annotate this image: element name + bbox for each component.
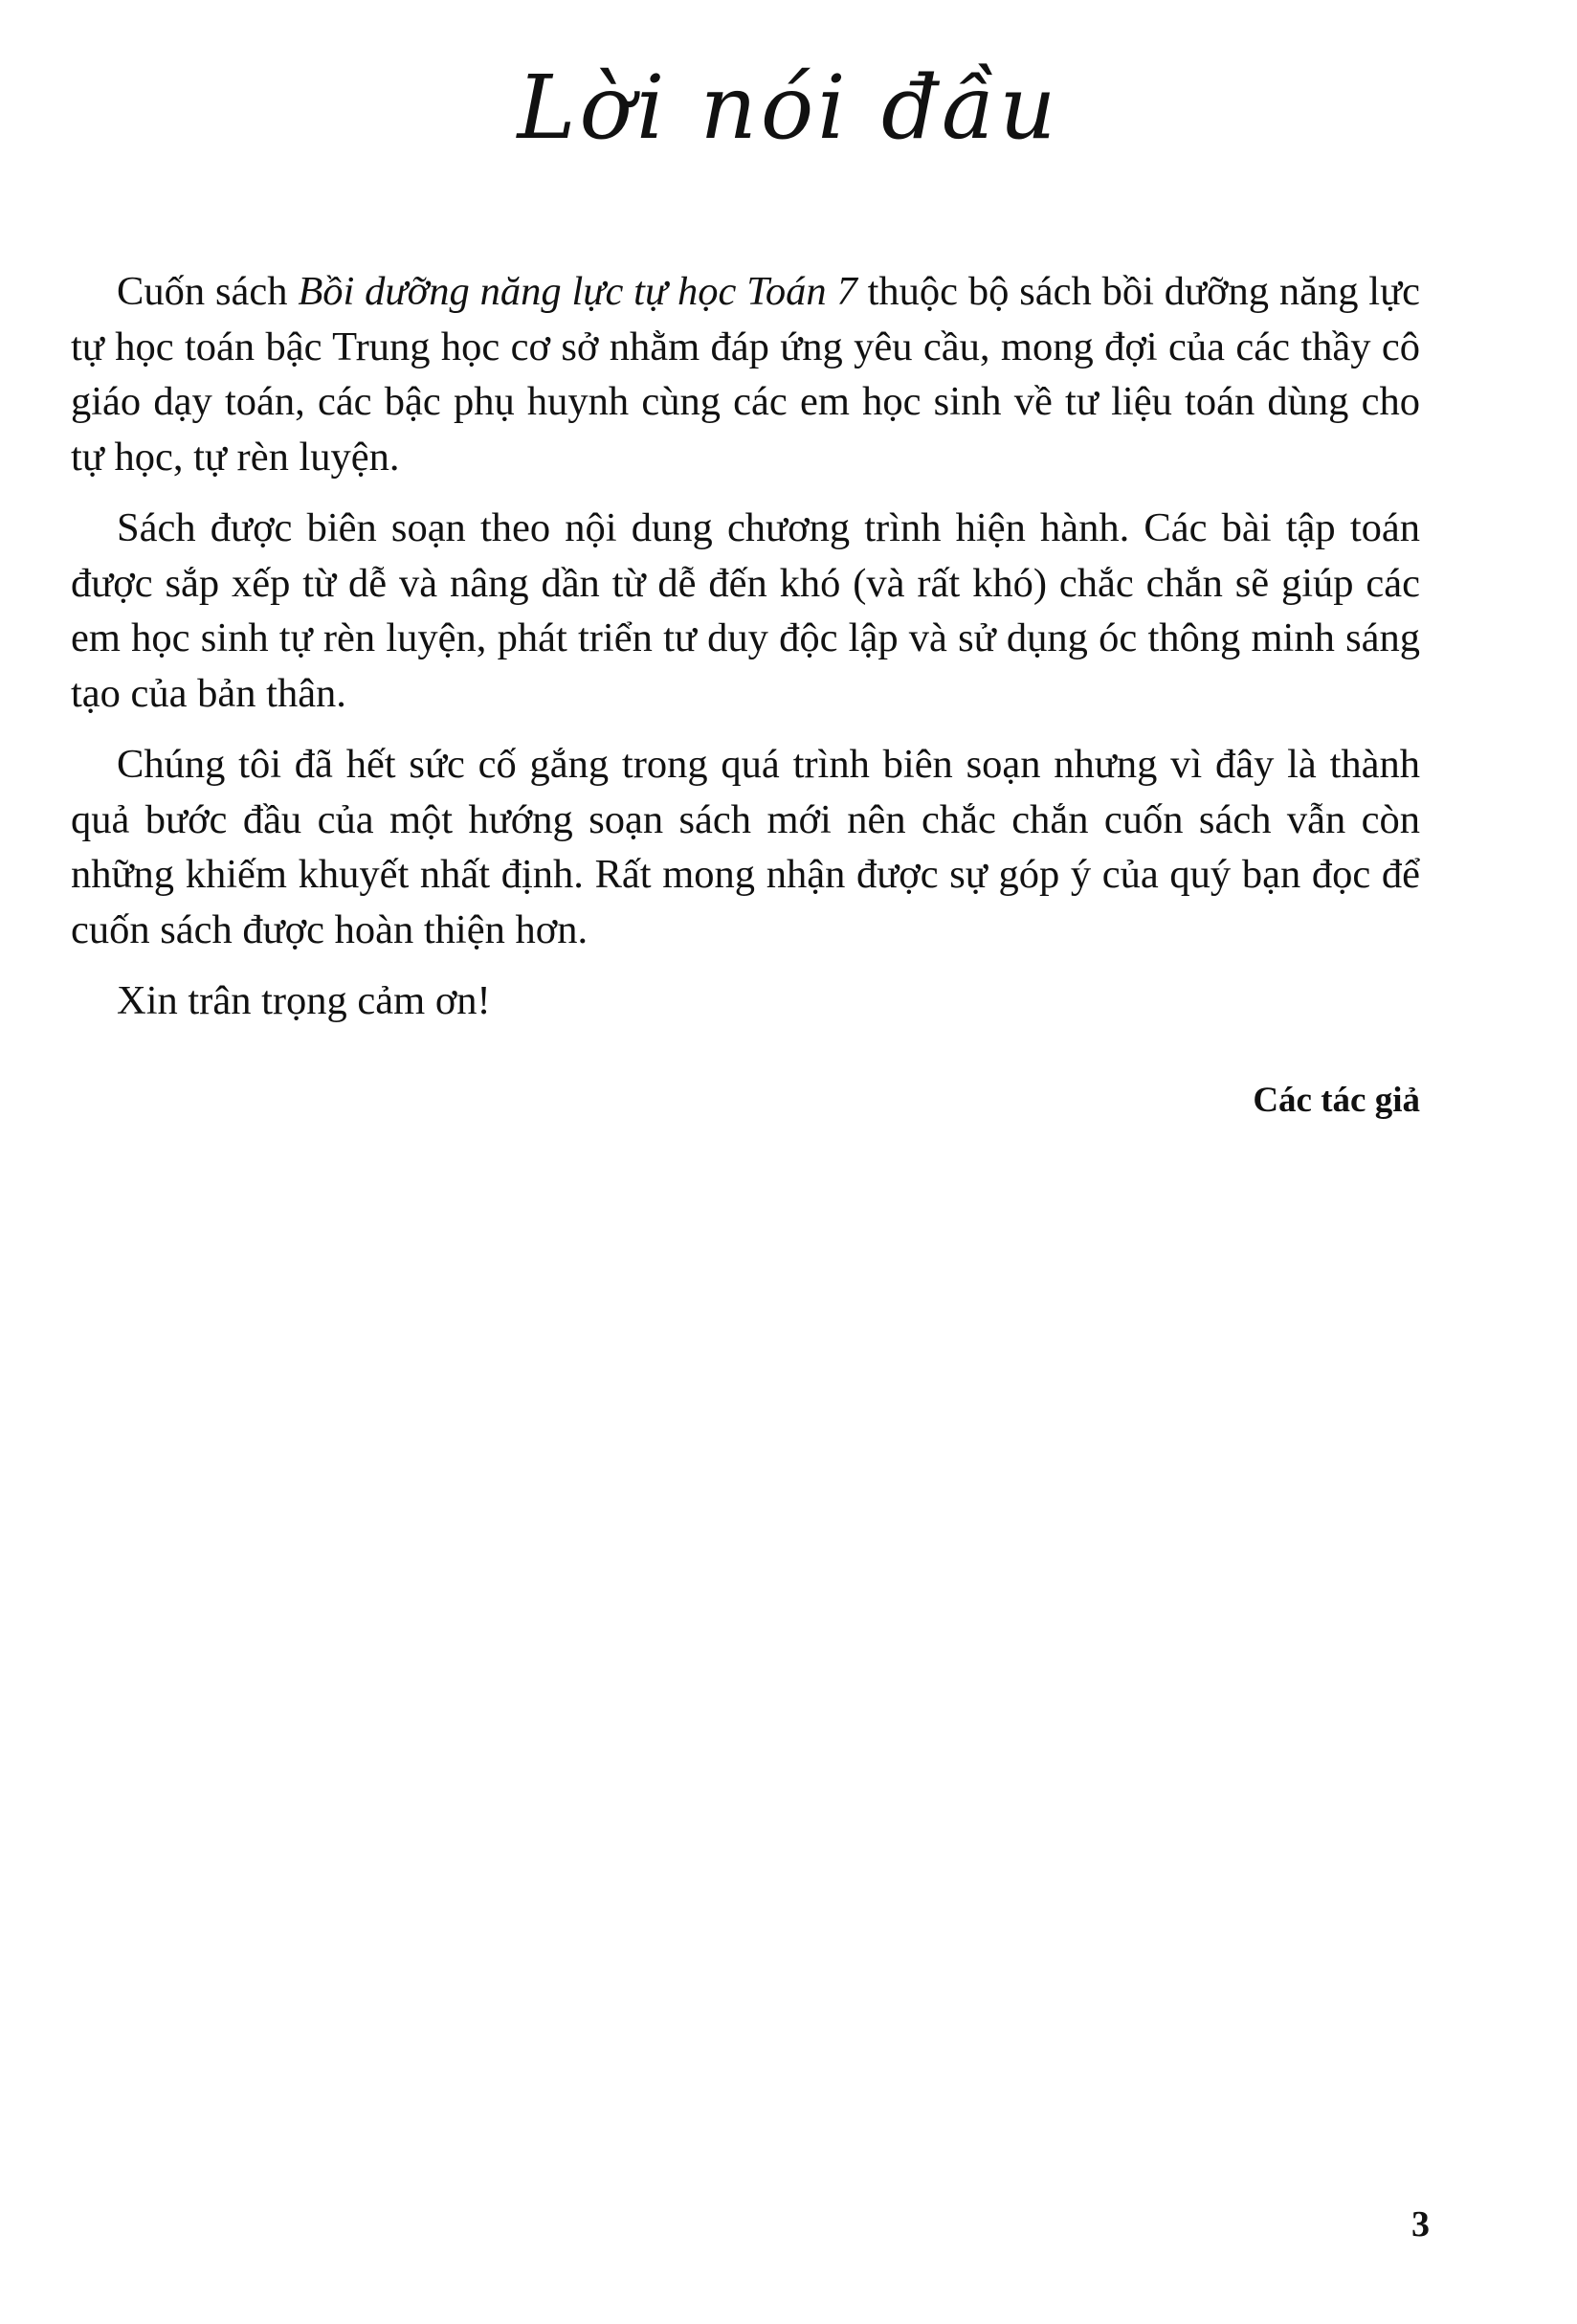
- preface-body: [71, 264, 1420, 1045]
- paragraph-1-rest: thuộc bộ sách bồi dưỡng năng lực tự học toán bậc Trung học cơ sở nhằm đáp ứng yêu cầu, mong đợi của các thầy cô giáo dạy toán, các bậc phụ huynh cùng các em học sinh về tư liệu toán dùng cho tự học, tự rèn luyện.: [71, 269, 1420, 480]
- paragraph-2: Sách được biên soạn theo nội dung chương trình hiện hành. Các bài tập toán được sắp xếp từ dễ và nâng dần từ dễ đến khó (và rất khó) chắc chắn sẽ giúp các em học sinh tự rèn luyện, phát triển tư duy độc lập và sử dụng óc thông minh sáng tạo của bản thân.: [71, 505, 1420, 716]
- paragraph-4: Xin trân trọng cảm ơn!: [117, 978, 491, 1023]
- page-title: Lời nói đầu: [517, 56, 1060, 159]
- book-title: Bồi dưỡng năng lực tự học Toán 7: [298, 269, 857, 314]
- page-number: 3: [1411, 2204, 1430, 2245]
- paragraph-1: [71, 264, 1420, 484]
- paragraph-1-intro: Cuốn sách: [117, 269, 299, 314]
- paragraph-3: Chúng tôi đã hết sức cố gắng trong quá trình biên soạn nhưng vì đây là thành quả bước đầu của một hướng soạn sách mới nên chắc chắn cuốn sách vẫn còn những khiếm khuyết nhất định. Rất mong nhận được sự góp ý của quý bạn đọc để cuốn sách được hoàn thiện hơn.: [71, 742, 1420, 952]
- author-signature: Các tác giả: [1253, 1081, 1420, 1120]
